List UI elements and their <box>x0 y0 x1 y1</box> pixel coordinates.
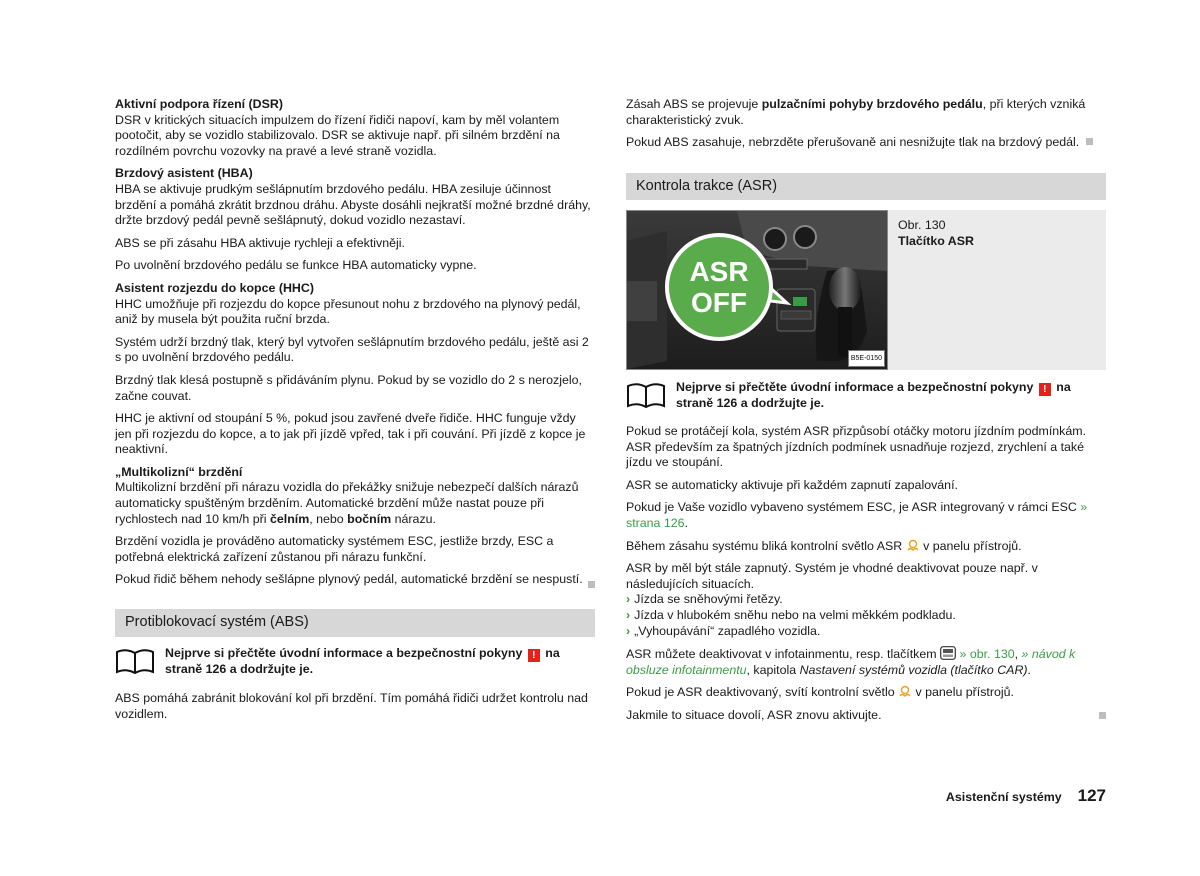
asr-button-icon <box>940 646 956 660</box>
abs-pulse-text-post: , při kterých vzniká charakteristický zvuk. <box>626 97 1086 127</box>
asr-paragraph-1: Pokud se protáčejí kola, systém ASR přizpůsobí otáčky motoru jízdním podmínkám. ASR především za špatných jízdních podmínek usnadňuje rozjezd, zrychlení a také jízdu ve stoupání. <box>626 423 1087 470</box>
hhc-paragraph-4: HHC je aktivní od stoupání 5 %, pokud jsou zavřené dveře řidiče. HHC funguje vždy jen při rozjezdu do kopce, a to jak při jízdě vpřed, tak i při couvání. Při jízdě z kopce je neaktivní. <box>115 411 586 457</box>
asr-infotainment-text-mid: , kapitola <box>746 662 800 677</box>
warning-icon: ! <box>528 649 540 662</box>
asr-off-warning-light-icon <box>898 685 912 698</box>
abs-safety-notice <box>115 646 595 678</box>
asr-reactivate-text: Jakmile to situace dovolí, ASR znovu aktivujte. <box>626 707 882 722</box>
hhc-paragraph <box>115 281 595 328</box>
hhc-paragraph-2: Systém udrží brzdný tlak, který byl vytvořen sešlápnutím brzdového pedálu, ještě asi 2 s po uvolnění brzdového pedálu. <box>115 334 589 365</box>
link-page-126[interactable]: » strana 126 <box>626 500 1088 530</box>
asr-paragraph-5 <box>626 561 1106 592</box>
multikolizni-text-pre: Multikolizní brzdění při nárazu vozidla do překážky snižuje nebezpečí dalších nárazů automaticky spuštěným brzděním. Automatické brzdění může nastat pouze při rychlostech nad 10 km/h při <box>115 480 579 526</box>
abs-notice-text-pre: Nejprve si přečtěte úvodní informace a bezpečnostní pokyny <box>165 645 523 660</box>
chapter-title: Asistenční systémy <box>945 790 1062 804</box>
abs-brake-paragraph <box>626 135 1106 151</box>
asr-deactivate-text: ASR by měl být stále zapnutý. Systém je vhodné deaktivovat pouze např. v následujících situacích. <box>626 561 1038 591</box>
bubble-text-asr: ASR <box>689 256 749 288</box>
multikolizni-bold-side: bočním <box>347 511 392 526</box>
dsr-paragraph <box>115 97 595 159</box>
abs-notice-text-post: na straně 126 a dodržujte je. <box>165 645 560 676</box>
hhc-text: HHC umožňuje při rozjezdu do kopce přesunout nohu z brzdového na plynový pedál, aniž by musela být použita ruční brzda. <box>115 296 581 327</box>
figure-caption <box>888 210 1106 370</box>
asr-paragraph-8 <box>626 708 1106 724</box>
dsr-text: DSR v kritických situacích impulzem do řízení řidiči napoví, kam by měl volantem pootočit, aby se vozidlo stabilizovalo. DSR se aktivuje např. při silném brzdění na rozdílném povrchu vozovky na pravé a levé straně vozidla. <box>115 112 560 158</box>
multikolizni-paragraph <box>115 465 595 527</box>
abs-brake-text: Pokud ABS zasahuje, nebrzděte přerušovaně ani nesnižujte tlak na brzdový pedál. <box>626 135 1080 150</box>
asr-esc-text-post: . <box>684 515 689 530</box>
abs-pulse-bold: pulzačními pohyby brzdového pedálu <box>761 97 983 111</box>
asr-warning-light-icon <box>906 539 920 552</box>
asr-notice-text <box>676 380 1106 412</box>
multikolizni-paragraph-3 <box>115 572 595 588</box>
chevron-right-icon: › <box>626 607 631 622</box>
book-icon <box>626 382 666 408</box>
asr-paragraph-2: ASR se automaticky aktivuje při každém zapnutí zapalování. <box>626 477 958 492</box>
hba-paragraph-3: Po uvolnění brzdového pedálu se funkce HBA automaticky vypne. <box>115 258 477 273</box>
list-item <box>626 608 1106 624</box>
book-icon <box>115 648 155 674</box>
abs-pulse-text-pre: Zásah ABS se projevuje <box>626 97 762 111</box>
asr-off-light-text-pre: Pokud je ASR deaktivovaný, svítí kontrolní světlo <box>626 685 899 700</box>
warning-icon: ! <box>1039 383 1051 396</box>
multikolizni-text-post: nárazu. <box>391 511 436 526</box>
asr-light-text-post: v panelu přístrojů. <box>919 538 1022 553</box>
asr-off-light-text-post: v panelu přístrojů. <box>912 685 1014 700</box>
page-number: 127 <box>1077 786 1106 805</box>
end-of-section-square <box>1086 138 1093 145</box>
multikolizni-bold-front: čelním <box>269 511 310 526</box>
link-infotainment-manual[interactable]: » návod k obsluze infotainmentu <box>626 647 1076 677</box>
hba-paragraph <box>115 166 595 228</box>
asr-light-text-pre: Během zásahu systému bliká kontrolní světlo ASR <box>626 538 906 553</box>
left-column <box>115 97 595 729</box>
multikolizni-text-mid: , nebo <box>309 511 348 526</box>
hhc-paragraph-3: Brzdný tlak klesá postupně s přidáváním plynu. Pokud by se vozidlo do 2 s nerozjelo, začne couvat. <box>115 372 582 403</box>
asr-notice-text-post: na straně 126 a dodržujte je. <box>676 380 1071 411</box>
bubble-text-off: OFF <box>691 287 747 319</box>
asr-paragraph-6 <box>626 646 1106 678</box>
asr-esc-text-pre: Pokud je Vaše vozidlo vybaveno systémem ESC, je ASR integrovaný v rámci ESC <box>626 500 1081 515</box>
list-item-text: Jízda v hlubokém sněhu nebo na velmi měkkém podkladu. <box>634 607 956 622</box>
hba-paragraph-2: ABS se při zásahu HBA aktivuje rychleji a efektivněji. <box>115 235 405 250</box>
figure-title: Tlačítko ASR <box>898 233 974 248</box>
list-item <box>626 592 1106 608</box>
asr-button-photo <box>626 210 888 370</box>
hba-text: HBA se aktivuje prudkým sešlápnutím brzdového pedálu. HBA zesiluje účinnost brzdění a pomáhá zkrátit brzdnou dráhu. Abyste dosáhli nejkratší možné brzdné dráhy, držte brzdový pedál pevně sešlápnutý, dokud vozidlo nezastaví. <box>115 181 591 228</box>
hhc-heading: Asistent rozjezdu do kopce (HHC) <box>115 280 314 295</box>
chevron-right-icon: › <box>626 623 631 638</box>
asr-figure <box>626 210 1106 370</box>
abs-notice-text <box>165 646 595 678</box>
asr-paragraph-4 <box>626 539 1106 555</box>
asr-chapter-name: Nastavení systémů vozidla (tlačítko CAR) <box>799 662 1028 677</box>
end-of-section-square <box>1099 712 1106 719</box>
multikolizni-heading: „Multikolizní“ brzdění <box>115 464 243 479</box>
asr-paragraph-3 <box>626 500 1106 531</box>
asr-infotainment-text-post: . <box>1027 662 1031 677</box>
list-item-text: „Vyhoupávání“ zapadlého vozidla. <box>634 623 821 638</box>
figure-code: B5E-0150 <box>848 350 885 368</box>
asr-section-heading: Kontrola trakce (ASR) <box>626 173 1106 201</box>
link-figure-130[interactable]: » obr. 130 <box>959 647 1015 662</box>
end-of-section-square <box>588 581 595 588</box>
multikolizni-text-3: Pokud řidič během nehody sešlápne plynový pedál, automatické brzdění se nespustí. <box>115 572 583 587</box>
dsr-heading: Aktivní podpora řízení (DSR) <box>115 97 283 111</box>
abs-paragraph: ABS pomáhá zabránit blokování kol při brzdění. Tím pomáhá řidiči udržet kontrolu nad vozidlem. <box>115 691 588 721</box>
hba-heading: Brzdový asistent (HBA) <box>115 166 253 181</box>
asr-infotainment-text-pre: ASR můžete deaktivovat v infotainmentu, resp. tlačítkem <box>626 647 941 662</box>
page-footer <box>946 786 1106 806</box>
multikolizni-paragraph-2: Brzdění vozidla je prováděno automaticky systémem ESC, jestliže brzdy, ESC a potřebná elektrická zařízení zůstanou při nárazu funkční. <box>115 534 554 564</box>
asr-infotainment-sep: , <box>1014 647 1022 662</box>
figure-number: Obr. 130 <box>898 218 946 233</box>
list-item-text: Jízda se sněhovými řetězy. <box>634 592 783 607</box>
abs-section-heading: Protiblokovací systém (ABS) <box>115 609 595 637</box>
list-item <box>626 624 1106 640</box>
asr-paragraph-7 <box>626 685 1106 701</box>
chevron-right-icon: › <box>626 592 631 607</box>
bullet-list <box>626 592 1106 639</box>
car-console-illustration <box>627 211 887 369</box>
right-column <box>626 97 1106 730</box>
asr-safety-notice <box>626 380 1106 412</box>
abs-pulse-paragraph <box>626 97 1106 128</box>
asr-notice-text-pre: Nejprve si přečtěte úvodní informace a bezpečnostní pokyny <box>676 380 1034 395</box>
